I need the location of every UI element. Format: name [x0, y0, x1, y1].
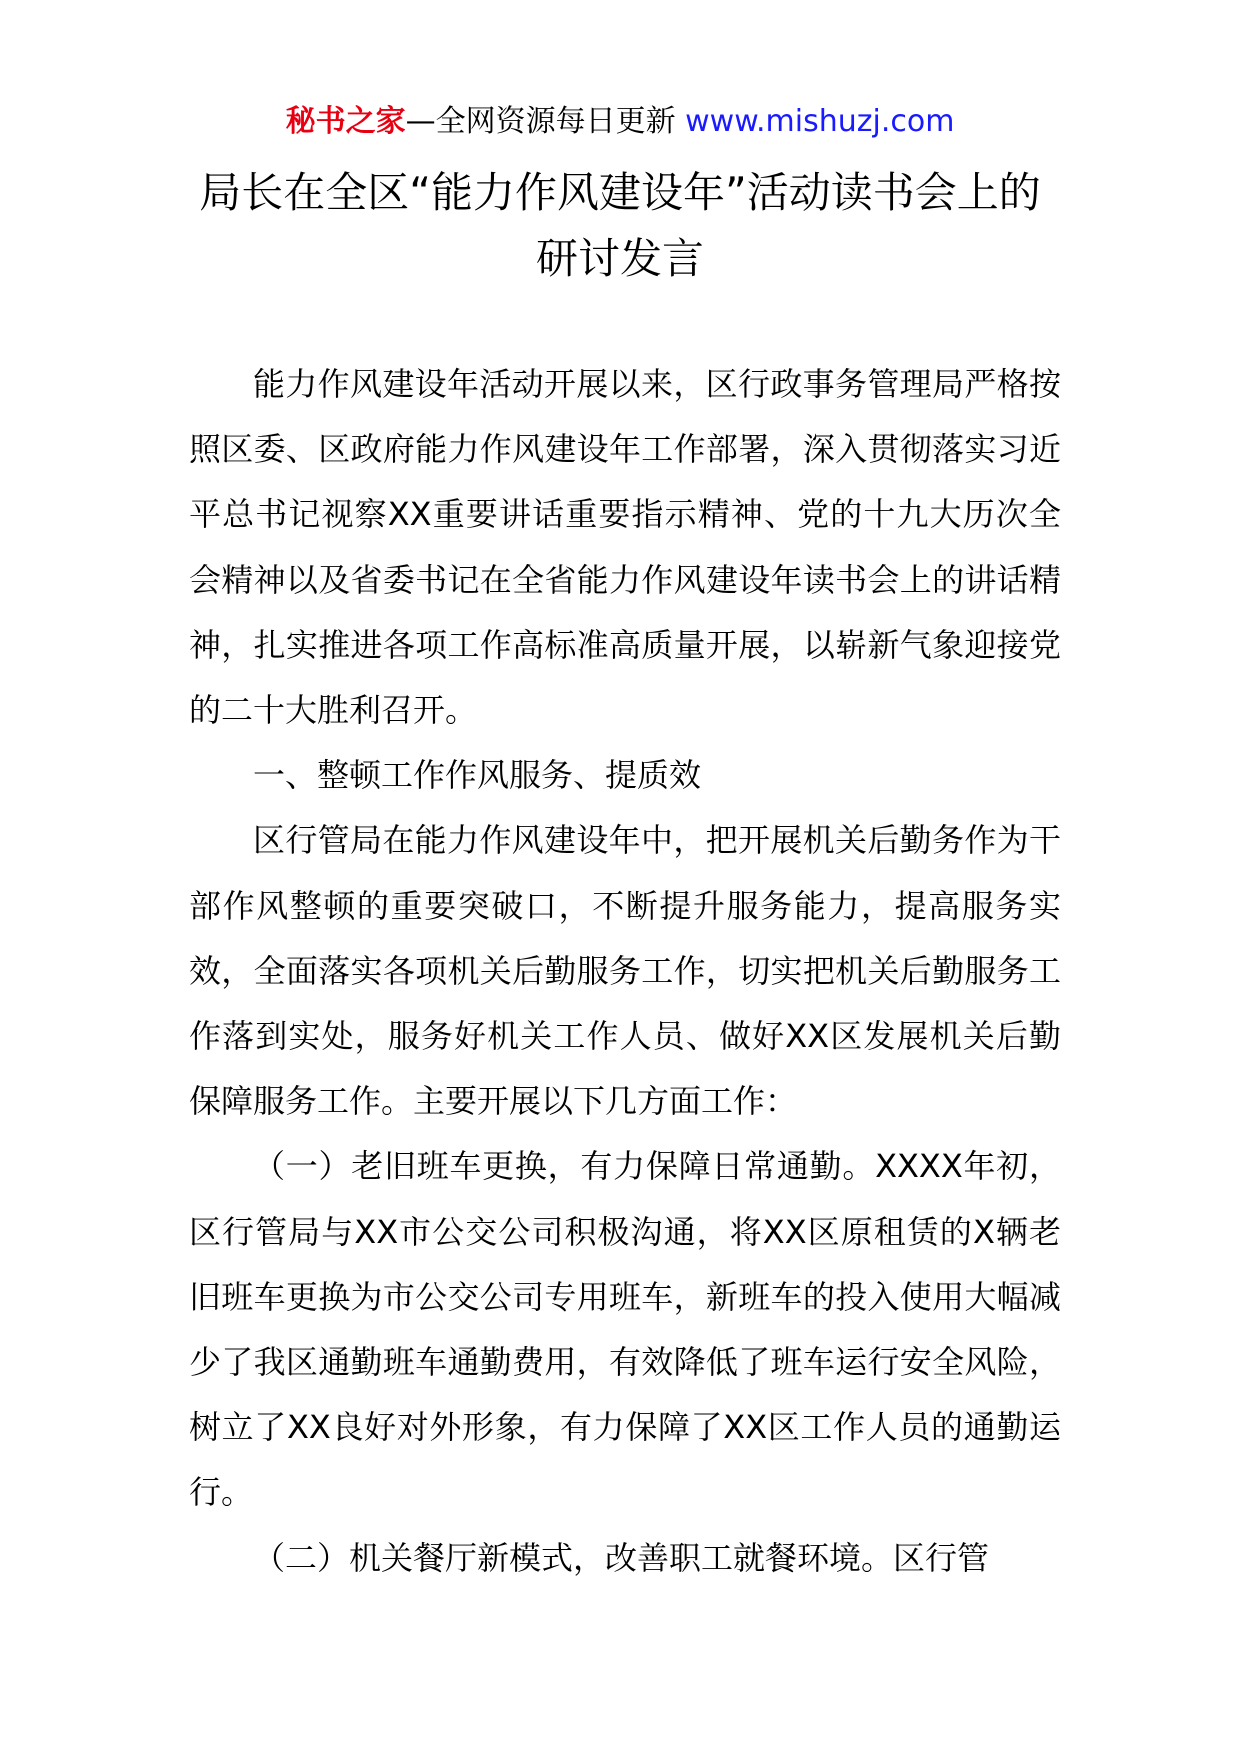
document-body	[189, 352, 1061, 1591]
document-title: 局长在全区“能力作风建设年”活动读书会上的研讨发言	[199, 168, 1041, 283]
section-heading-1: 一、整顿工作作风服务、提质效	[253, 756, 702, 795]
brand-name: 秘书之家	[285, 104, 406, 139]
body-paragraph-item-2: （二）机关餐厅新模式，改善职工就餐环境。区行管	[253, 1538, 990, 1577]
body-paragraph-item-1: （一）老旧班车更换，有力保障日常通勤。XXXX年初，区行管局与XX市公交公司积极沟通，将XX区原租赁的X辆老旧班车更换为市公交公司专用班车，新班车的投入使用大幅减少了我区通勤班车通勤费用，有效降低了班车运行安全风险，树立了XX良好对外形象，有力保障了XX区工作人员的通勤运行。	[189, 1147, 1061, 1512]
body-paragraph-section-1: 区行管局在能力作风建设年中，把开展机关后勤务作为干部作风整顿的重要突破口，不断提升服务能力，提高服务实效，全面落实各项机关后勤服务工作，切实把机关后勤服务工作落到实处，服务好机关工作人员、做好XX区发展机关后勤保障服务工作。主要开展以下几方面工作：	[189, 821, 1061, 1121]
site-header	[0, 100, 1240, 144]
site-url-link[interactable]: www.mishuzj.com	[685, 104, 955, 139]
body-paragraph-intro: 能力作风建设年活动开展以来，区行政事务管理局严格按照区委、区政府能力作风建设年工作部署，深入贯彻落实习近平总书记视察XX重要讲话重要指示精神、党的十九大历次全会精神以及省委书记在全省能力作风建设年读书会上的讲话精神，扎实推进各项工作高标准高质量开展，以崭新气象迎接党的二十大胜利召开。	[189, 365, 1061, 730]
header-tagline: —全网资源每日更新	[405, 104, 676, 139]
